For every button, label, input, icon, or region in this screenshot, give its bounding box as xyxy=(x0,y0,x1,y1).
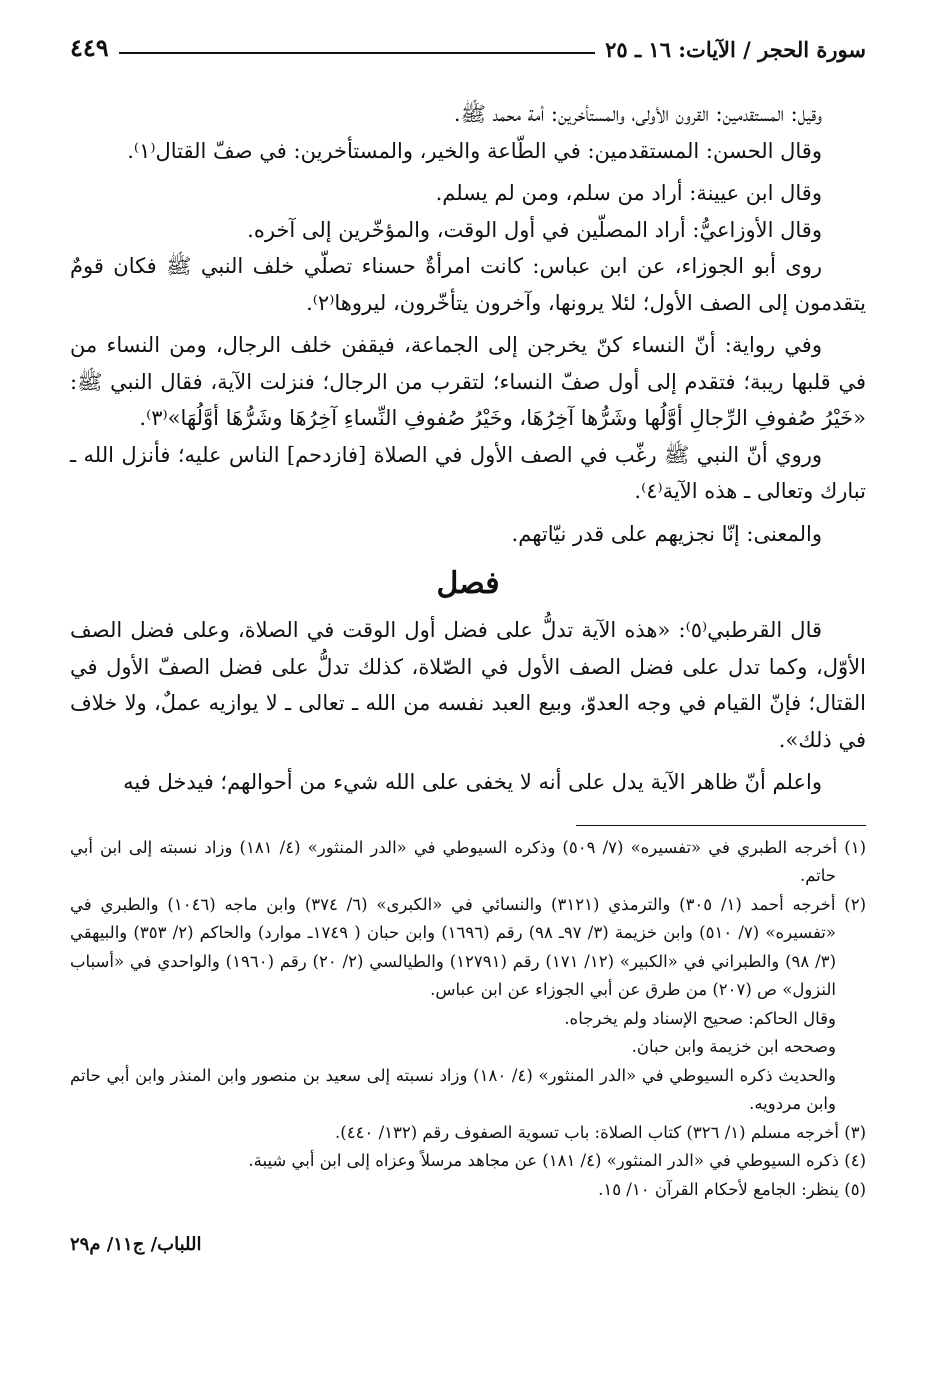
footnote-continuation: وقال الحاكم: صحيح الإسناد ولم يخرجاه. xyxy=(564,1008,836,1028)
page xyxy=(70,22,866,1204)
paragraph: واعلم أنّ ظاهر الآية يدل على أنه لا يخفى على الله شيء من أحوالهم؛ فيدخل فيه xyxy=(123,770,822,794)
paragraph: وقيل: المستقدمين: القرون الأولى، والمستأخرين: أمة محمد ﷺ. xyxy=(453,102,822,126)
footnote-continuation: وصححه ابن خزيمة وابن حبان. xyxy=(631,1037,836,1056)
paragraph: روى أبو الجوزاء، عن ابن عباس: كانت امرأةٌ حسناء تصلّي خلف النبي ﷺ فكان قومٌ يتقدمون إلى الصف الأول؛ لئلا يرونها، وآخرون يتأخّرون، ليروها⁽٢⁾. xyxy=(70,254,866,315)
header-rule xyxy=(119,52,595,54)
running-header xyxy=(70,22,866,62)
paragraph: قال القرطبي⁽٥⁾: «هذه الآية تدلُّ على فضل أول الوقت في الصلاة، وعلى فضل الصف الأوّل، وكما تدل على فضل الصف الأول في الصّلاة، كذلك تدلُّ على فضل الصفّ الأول في القتال؛ فإنّ القيام في وجه العدوّ، وبيع العبد نفسه من الله ـ تعالى ـ لا يوازيه عملٌ، ولا خلاف في ذلك». xyxy=(70,618,866,752)
section-title: فصل xyxy=(436,566,500,601)
header-title: سورة الحجر / الآيات: ١٦ ـ ٢٥ xyxy=(605,37,866,62)
footnote-separator xyxy=(576,825,866,826)
paragraph: وروي أنّ النبي ﷺ رغّب في الصف الأول في الصلاة [فازدحم] الناس عليه؛ فأنزل الله ـ تبارك وتعالى ـ هذه الآية⁽٤⁾. xyxy=(70,442,866,503)
paragraph: وقال الحسن: المستقدمين: في الطّاعة والخير، والمستأخرين: في صفّ القتال⁽١⁾. xyxy=(127,138,822,163)
paragraph: وفي رواية: أنّ النساء كنّ يخرجن إلى الجماعة، فيقفن خلف الرجال، ومن النساء من في قلبها ريبة؛ فتقدم إلى أول صفّ النساء؛ لتقرب من الرجال؛ فنزلت الآية، فقال النبي ﷺ: «خَيْرُ صُفوفِ الرِّجالِ أوَّلُها وشَرُّها آخِرُهَا، وخَيْرُ صُفوفِ النِّساءِ آخِرُهَا وشَرُّهَا أوَّلُهَا»⁽٣⁾. xyxy=(70,333,866,430)
footnotes xyxy=(70,834,866,1205)
volume-signature: اللباب/ ج١١/ م٢٩ xyxy=(70,1234,202,1255)
footnote-continuation: والحديث ذكره السيوطي في «الدر المنثور» (٤/ ١٨٠) وزاد نسبته إلى سعيد بن منصور وابن المنذر وابن أبي حاتم وابن مردويه. xyxy=(70,1065,836,1113)
main-text xyxy=(70,96,866,801)
paragraph: وقال الأوزاعيُّ: أراد المصلّين في أول الوقت، والمؤخّرين إلى آخره. xyxy=(247,217,822,242)
footnote: (٣) أخرجه مسلم (١/ ٣٢٦) كتاب الصلاة: باب تسوية الصفوف رقم (١٣٢/ ٤٤٠). xyxy=(335,1122,866,1142)
paragraph: وقال ابن عيينة: أراد من سلم، ومن لم يسلم. xyxy=(435,181,822,205)
footnote: (٥) ينظر: الجامع لأحكام القرآن ١٠/ ١٥. xyxy=(598,1179,866,1199)
footnote: (١) أخرجه الطبري في «تفسيره» (٧/ ٥٠٩) وذكره السيوطي في «الدر المنثور» (٤/ ١٨١) وزاد نسبته إلى ابن أبي حاتم. xyxy=(70,837,866,885)
page-number: ٤٤٩ xyxy=(70,33,109,62)
footnote: (٤) ذكره السيوطي في «الدر المنثور» (٤/ ١٨١) عن مجاهد مرسلاً وعزاه إلى ابن أبي شيبة. xyxy=(248,1151,866,1170)
footnote: (٢) أخرجه أحمد (١/ ٣٠٥) والترمذي (٣١٢١) والنسائي في «الكبرى» (٦/ ٣٧٤) وابن ماجه (١٠٤٦) والطبري في «تفسيره» (٧/ ٥١٠) وابن خزيمة (٣/ ٩٧ـ ٩٨) رقم (١٦٩٦) وابن حبان ( ١٧٤٩ـ موارد) والحاكم (٢/ ٣٥٣) والبيهقي (٣/ ٩٨) والطبراني في «الكبير» (١٢/ ١٧١) رقم (١٢٧٩١) والطيالسي (٢/ ٢٠) رقم (١٩٦٠) والواحدي في «أسباب النزول» ص (٢٠٧) من طرق عن أبي الجوزاء عن ابن عباس. xyxy=(70,894,866,999)
paragraph: والمعنى: إنّا نجزيهم على قدر نيّاتهم. xyxy=(511,521,822,546)
